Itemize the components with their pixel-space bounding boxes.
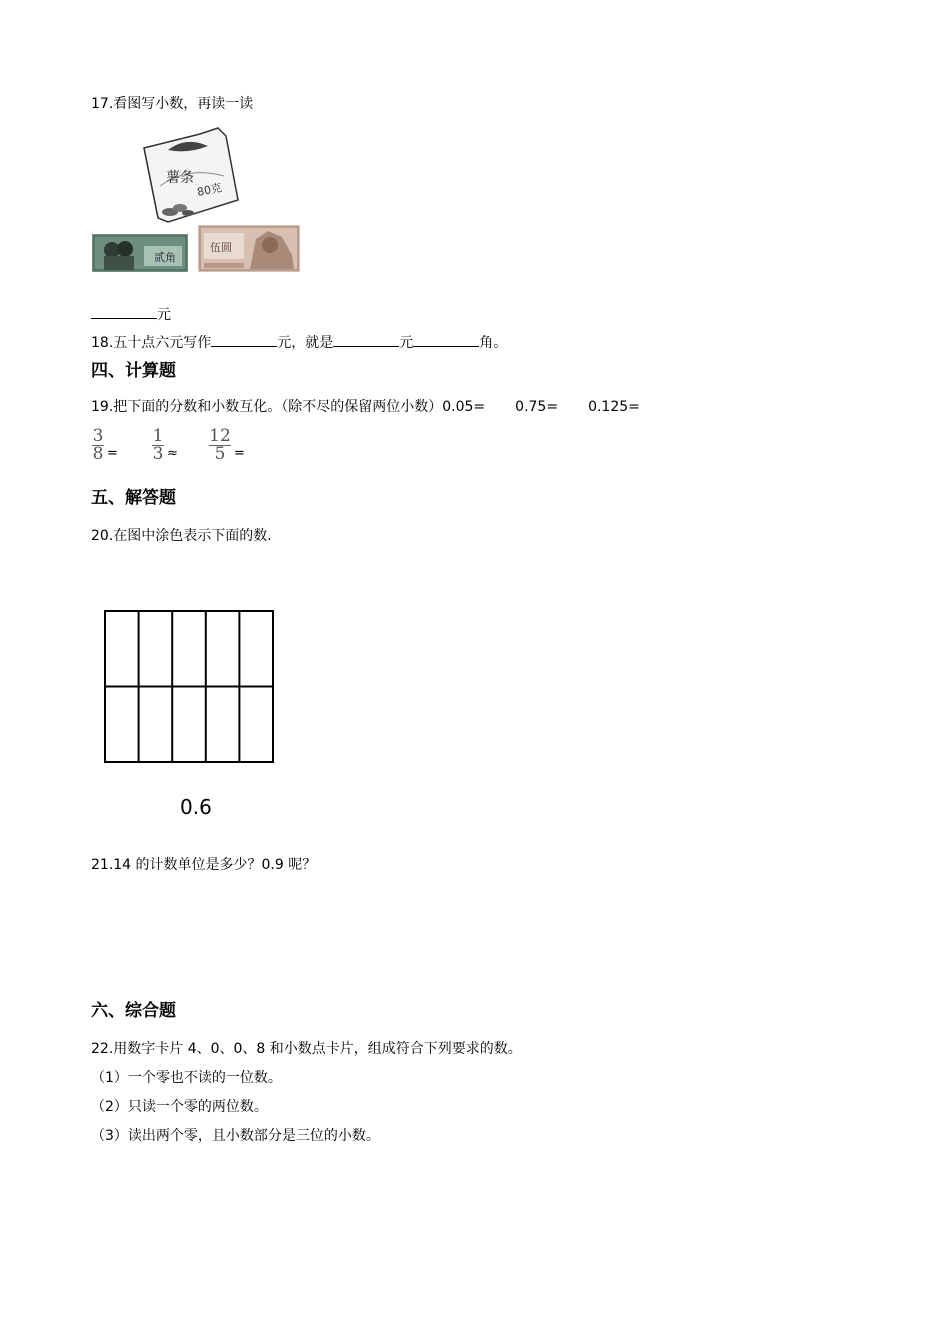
fraction-12-5: 12 5: [209, 426, 231, 464]
q20-value: 0.6: [180, 795, 212, 819]
banknote-5-yuan: [198, 225, 300, 272]
section-4-heading: 四、计算题: [91, 361, 176, 381]
note-5-label: 伍圆: [210, 241, 232, 254]
bag-label: 薯条: [166, 170, 194, 186]
q17-answer-line: 元: [91, 304, 171, 324]
q20-prompt: 20.在图中涂色表示下面的数.: [91, 528, 272, 544]
fraction-3-8: 3 8: [92, 426, 104, 464]
section-5-heading: 五、解答题: [91, 488, 176, 508]
q19-prompt: 19.把下面的分数和小数互化。（除不尽的保留两位小数）0.05= 0.75= 0.125=: [91, 399, 640, 415]
section-6-heading: 六、综合题: [91, 1001, 176, 1021]
q22-item-2: （2）只读一个零的两位数。: [91, 1099, 268, 1115]
q17-answer-blank[interactable]: [91, 304, 157, 319]
q18-blank-2[interactable]: [333, 332, 399, 347]
note-2-label: 贰角: [154, 251, 176, 264]
chips-bag-illustration: [138, 126, 242, 226]
q18-line: 18.五十点六元写作 元，就是 元 角。: [91, 332, 507, 352]
q22-item-3: （3）读出两个零，且小数部分是三位的小数。: [91, 1128, 380, 1144]
fraction-12-5-sign: =: [234, 446, 245, 461]
q22-prompt: 22.用数字卡片 4、0、0、8 和小数点卡片，组成符合下列要求的数。: [91, 1041, 522, 1057]
fraction-1-3: 1 3: [152, 426, 164, 464]
shading-grid[interactable]: [104, 610, 275, 764]
q18-blank-3[interactable]: [413, 332, 479, 347]
banknote-2-jiao: [92, 234, 188, 272]
q19-item-3: 0.125=: [588, 399, 640, 415]
q22-item-1: （1）一个零也不读的一位数。: [91, 1070, 282, 1086]
q18-blank-1[interactable]: [211, 332, 277, 347]
q21-prompt: 21.14 的计数单位是多少？0.9 呢？: [91, 857, 317, 873]
fraction-3-8-sign: =: [107, 446, 118, 461]
fraction-1-3-sign: ≈: [167, 446, 178, 461]
q19-item-2: 0.75=: [515, 399, 559, 415]
q17-prompt: 17.看图写小数，再读一读: [91, 96, 254, 112]
bag-weight: 80克: [195, 181, 224, 199]
